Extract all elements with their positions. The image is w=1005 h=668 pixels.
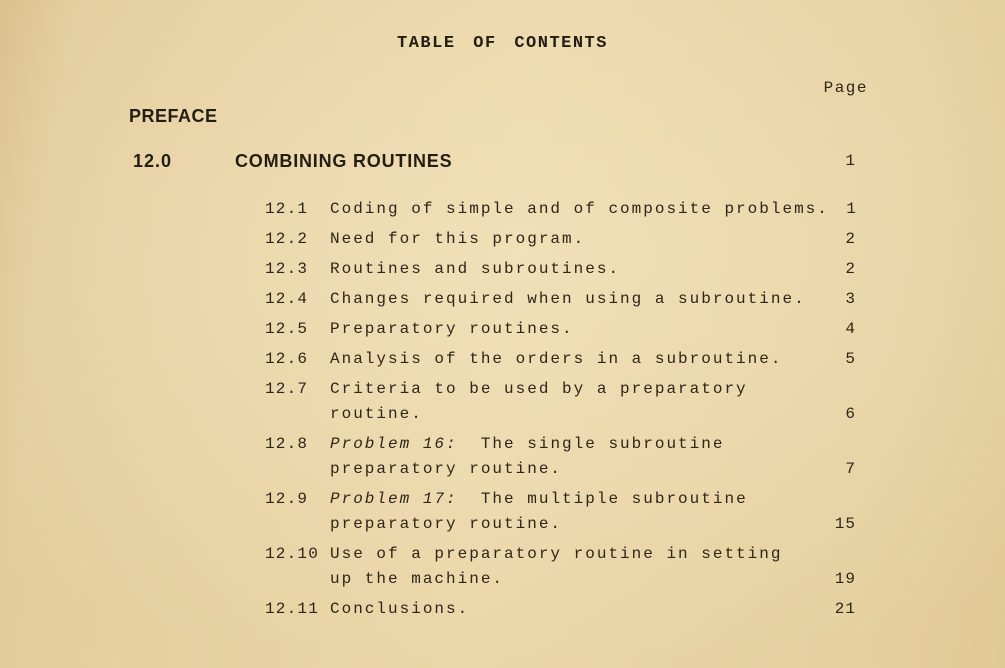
toc-entries [265,197,856,622]
toc-entry-row [265,432,856,482]
chapter-page-number: 1 [845,152,856,170]
toc-entry-row [265,597,856,622]
entry-text: Use of a preparatory routine in setting up the machine. [330,545,783,588]
toc-entry-row [265,257,856,282]
toc-entry-row [265,347,856,372]
chapter-title: COMBINING ROUTINES [235,151,453,171]
preface-heading: PREFACE [129,106,218,126]
toc-entry-row [265,487,856,537]
entry-page-number: 15 [834,515,856,533]
entry-page-number: 7 [845,460,856,478]
entry-page-number: 6 [845,405,856,423]
toc-entry-row [265,542,856,592]
entry-number: 12.10 [265,545,320,563]
entry-text: Preparatory routines. [330,320,574,338]
toc-entry-row [265,287,856,312]
entry-number: 12.4 [265,290,309,308]
toc-entry-row [265,377,856,427]
entry-text: Problem 17: The multiple subroutine preparatory routine. [330,490,748,533]
entry-number: 12.1 [265,200,309,218]
entry-page-number: 3 [845,290,856,308]
entry-number: 12.5 [265,320,309,338]
entry-page-number: 4 [845,320,856,338]
entry-text: Coding of simple and of composite problems. [330,200,829,218]
entry-number: 12.2 [265,230,309,248]
entry-page-number: 5 [845,350,856,368]
entry-text: Routines and subroutines. [330,260,621,278]
entry-number: 12.3 [265,260,309,278]
chapter-number: 12.0 [133,151,173,171]
entry-page-number: 21 [834,600,856,618]
page-title: TABLE OF CONTENTS [397,34,608,53]
toc-entry-row [265,227,856,252]
entry-text: Problem 16: The single subroutine preparatory routine. [330,435,725,478]
entry-number: 12.11 [265,600,320,618]
entry-page-number: 19 [834,570,856,588]
entry-page-number: 2 [845,230,856,248]
toc-entry-row [265,197,856,222]
toc-entry-row [265,317,856,342]
entry-text: Criteria to be used by a preparatory routine. [330,380,748,423]
entry-number: 12.8 [265,435,309,453]
entry-number: 12.9 [265,490,309,508]
entry-text: Need for this program. [330,230,586,248]
entry-text: Analysis of the orders in a subroutine. [330,350,783,368]
entry-page-number: 2 [845,260,856,278]
entry-number: 12.7 [265,380,309,398]
page-column-label: Page [823,79,868,97]
entry-text: Conclusions. [330,600,470,618]
chapter-row [133,149,856,174]
entry-page-number: 1 [846,200,857,218]
entry-text: Changes required when using a subroutine. [330,290,806,308]
entry-number: 12.6 [265,350,309,368]
